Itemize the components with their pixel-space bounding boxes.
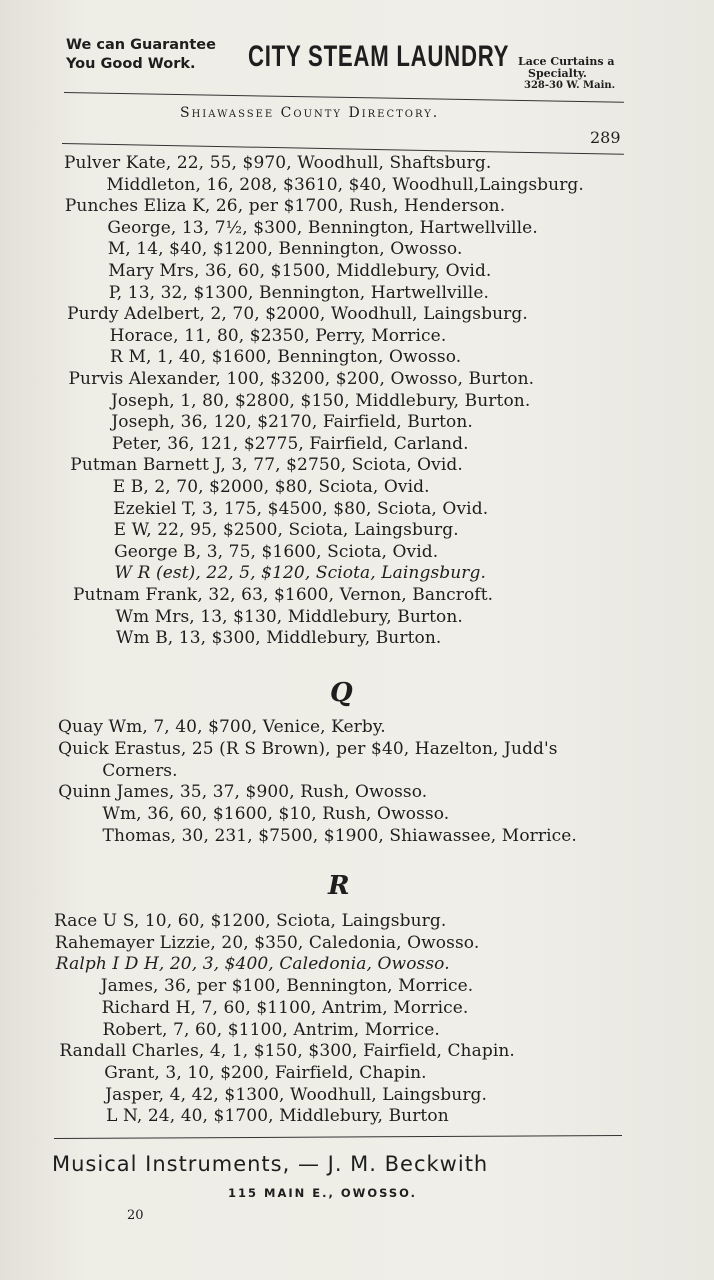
directory-entry: Pulver Kate, 22, 55, $970, Woodhull, Shaftsburg. — [64, 153, 492, 173]
directory-entry: M, 14, $40, $1200, Bennington, Owosso. — [107, 239, 463, 260]
directory-entry: Rahemayer Lizzie, 20, $350, Caledonia, Owosso. — [54, 932, 480, 953]
directory-entry: W R (est), 22, 5, $120, Sciota, Laingsburg. — [114, 563, 487, 584]
footer-advertisement: Musical Instruments, — J. M. Beckwith — [52, 1152, 489, 1176]
directory-entry: Horace, 11, 80, $2350, Perry, Morrice. — [109, 325, 447, 346]
directory-entry: Purvis Alexander, 100, $3200, $200, Owosso, Burton. — [68, 369, 535, 389]
directory-entry: Robert, 7, 60, $1100, Antrim, Morrice. — [102, 1019, 440, 1040]
running-head: Shiawassee County Directory. — [180, 105, 440, 121]
directory-entry: E B, 2, 70, $2000, $80, Sciota, Ovid. — [112, 477, 430, 497]
page-number: 289 — [590, 128, 621, 147]
directory-entry: L N, 24, 40, $1700, Middlebury, Burton — [106, 1106, 449, 1127]
directory-entry: Richard H, 7, 60, $1100, Antrim, Morrice. — [101, 997, 469, 1018]
directory-entry: Wm B, 13, $300, Middlebury, Burton. — [115, 628, 442, 649]
directory-entry: Mary Mrs, 36, 60, $1500, Middlebury, Ovid. — [108, 261, 492, 281]
directory-entry: Joseph, 36, 120, $2170, Fairfield, Burton. — [111, 412, 473, 433]
directory-entry: Wm, 36, 60, $1600, $10, Rush, Owosso. — [102, 804, 450, 825]
directory-entry: R M, 1, 40, $1600, Bennington, Owosso. — [110, 347, 462, 368]
directory-entry: Punches Eliza K, 26, per $1700, Rush, Henderson. — [64, 196, 506, 217]
directory-entry: Putman Barnett J, 3, 77, $2750, Sciota, Ovid. — [70, 455, 463, 476]
header-advertisement — [66, 36, 646, 96]
section-letter-q: Q — [330, 678, 353, 708]
directory-entry: Putnam Frank, 32, 63, $1600, Vernon, Bancroft. — [73, 585, 494, 605]
guarantee-text: We can Guarantee You Good Work. — [66, 37, 216, 72]
directory-entry: Corners. — [102, 760, 178, 781]
directory-entry: Joseph, 1, 80, $2800, $150, Middlebury, Burton. — [110, 390, 531, 411]
directory-entry: Quick Erastus, 25 (R S Brown), per $40, Hazelton, Judd's — [58, 738, 558, 759]
directory-entry: Randall Charles, 4, 1, $150, $300, Fairfield, Chapin. — [59, 1041, 515, 1062]
directory-entry: E W, 22, 95, $2500, Sciota, Laingsburg. — [113, 520, 459, 541]
directory-entry: Ralph I D H, 20, 3, $400, Caledonia, Owosso. — [55, 954, 450, 975]
directory-entry: Middleton, 16, 208, $3610, $40, Woodhull,Laingsburg. — [106, 174, 584, 195]
section-letter-r: R — [328, 871, 350, 901]
directory-entry: George B, 3, 75, $1600, Sciota, Ovid. — [114, 541, 439, 562]
footer-rule — [54, 1135, 622, 1139]
directory-entry: Quay Wm, 7, 40, $700, Venice, Kerby. — [58, 717, 386, 737]
lace-curtains-text: Lace Curtains a Specialty. 328-30 W. Main. — [518, 55, 616, 91]
signature-mark: 20 — [127, 1208, 144, 1223]
directory-entry: Thomas, 30, 231, $7500, $1900, Shiawassee, Morrice. — [102, 826, 577, 846]
footer-address: 115 MAIN E., OWOSSO. — [228, 1186, 418, 1200]
directory-entry: George, 13, 7½, $300, Bennington, Hartwellville. — [107, 217, 538, 238]
directory-entry: Peter, 36, 121, $2775, Fairfield, Carland. — [111, 433, 469, 454]
directory-entry: Grant, 3, 10, $200, Fairfield, Chapin. — [104, 1062, 427, 1083]
directory-entry: Purdy Adelbert, 2, 70, $2000, Woodhull, Laingsburg. — [67, 304, 528, 325]
directory-entry: Race U S, 10, 60, $1200, Sciota, Laingsburg. — [54, 911, 447, 931]
directory-entry: Jasper, 4, 42, $1300, Woodhull, Laingsburg. — [105, 1084, 488, 1105]
directory-entry: James, 36, per $100, Bennington, Morrice. — [100, 976, 474, 997]
laundry-name: CITY STEAM LAUNDRY — [248, 40, 510, 73]
directory-entry: Wm Mrs, 13, $130, Middlebury, Burton. — [115, 606, 463, 627]
directory-entry: P, 13, 32, $1300, Bennington, Hartwellville. — [108, 282, 489, 303]
directory-entry: Ezekiel T, 3, 175, $4500, $80, Sciota, Ovid. — [113, 498, 489, 519]
directory-entry: Quinn James, 35, 37, $900, Rush, Owosso. — [58, 782, 428, 803]
